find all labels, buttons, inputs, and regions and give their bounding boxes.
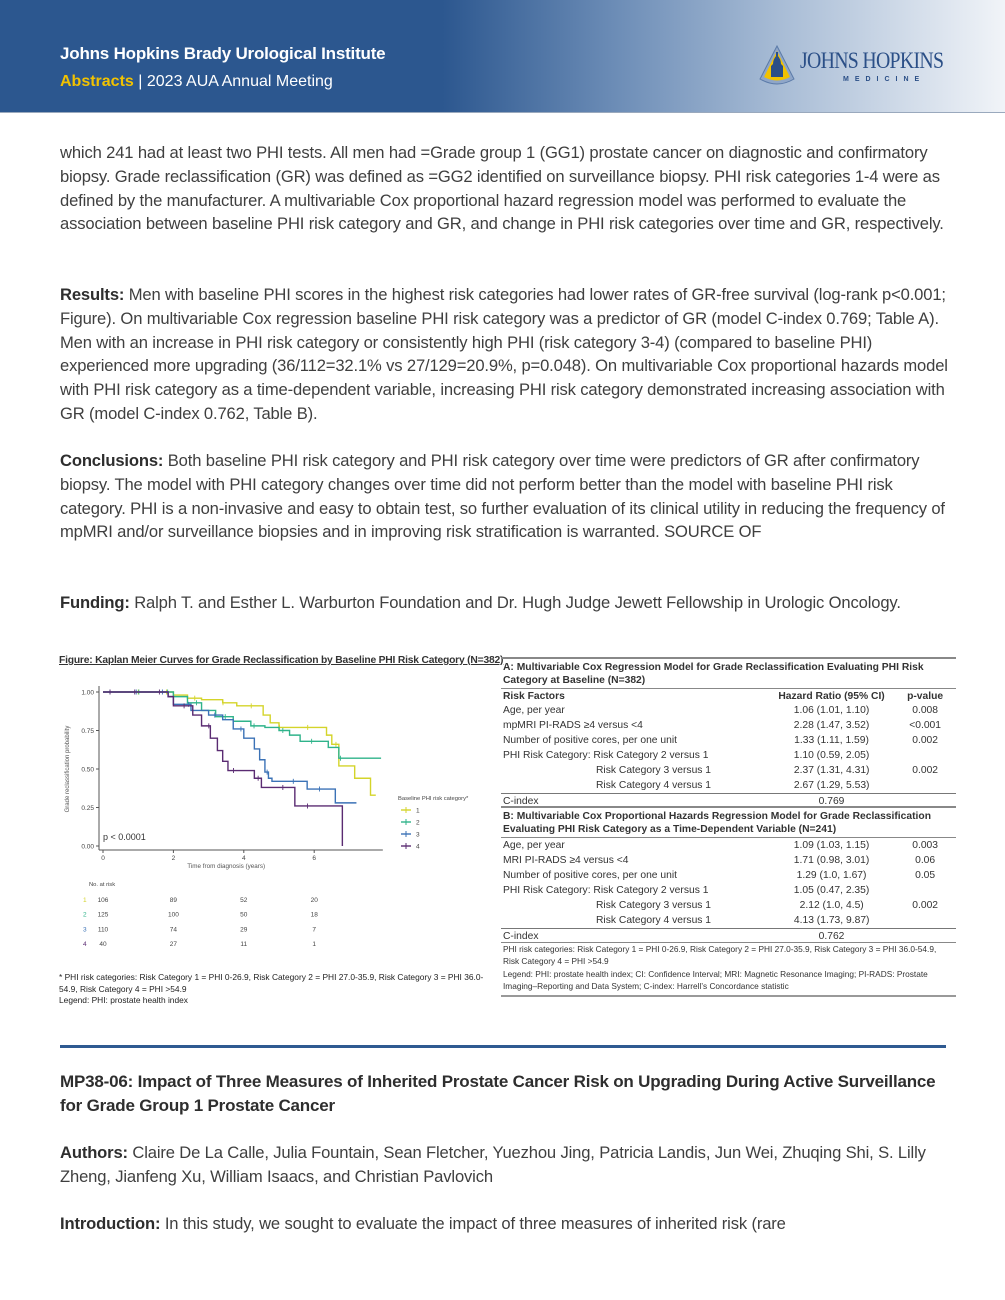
funding-text: Ralph T. and Esther L. Warburton Foundation and Dr. Hugh Judge Jewett Fellowship in Urologic Oncology. (129, 593, 901, 612)
risk-table-cell: 52 (240, 897, 248, 904)
risk-table-group: 3 (83, 926, 87, 934)
methods-paragraph: which 241 had at least two PHI tests. All men had =Grade group 1 (GG1) prostate cancer on diagnostic and confirmatory biopsy. Grade reclassification (GR) was defined as =GG2 identified on surveillance biopsy. PHI risk categories 1-4 were as defined by the manufacturer. A multivariable Cox proportional hazard regression model was performed to evaluate the association between baseline PHI risk category and GR, and change in PHI risk categories over time and GR, respectively. (60, 143, 944, 234)
y-tick-label: 1.00 (81, 689, 94, 697)
risk-factor-cell: Risk Category 4 versus 1 (596, 780, 712, 791)
authors-label: Authors: (60, 1143, 128, 1162)
p-value-annotation: p < 0.0001 (103, 832, 146, 842)
figure-title: Figure: Kaplan Meier Curves for Grade Reclassification by Baseline PHI Risk Category (N=382) (59, 655, 504, 666)
risk-table-cell: 74 (169, 926, 178, 934)
cindex-value: 0.769 (818, 796, 845, 807)
risk-factor-cell: Risk Category 3 versus 1 (596, 765, 712, 776)
cindex-value: 0.762 (818, 931, 845, 942)
x-tick-label: 6 (312, 855, 317, 862)
table-b-cindex-row (501, 928, 956, 943)
table-row (501, 853, 956, 868)
km-curve-series-2 (103, 692, 381, 758)
legend-label-4: 4 (416, 843, 420, 851)
x-axis-label: Time from diagnosis (years) (187, 863, 266, 870)
risk-table-cell: 7 (312, 926, 317, 934)
table-a-body (501, 703, 956, 793)
abstracts-label: Abstracts (60, 73, 134, 90)
cindex-label: C-index (503, 931, 539, 942)
funding-label: Funding: (60, 593, 130, 612)
separator: | (138, 73, 143, 90)
risk-factor-cell: Risk Category 3 versus 1 (596, 900, 712, 911)
hazard-ratio-cell: 1.05 (0.47, 2.35) (793, 885, 870, 896)
col-risk-factors: Risk Factors (503, 691, 565, 702)
table-a-cindex-row (501, 793, 956, 808)
risk-table-cell: 106 (97, 897, 109, 904)
p-value-cell: 0.002 (912, 900, 939, 911)
y-tick-label: 0.25 (81, 805, 94, 812)
results-text: Men with baseline PHI scores in the highest risk categories had lower rates of GR-free survival (log-rank p<0.001; Figure). On multivariable Cox regression baseline PHI risk category was a predictor of GR (model C-index 0.769; Table A). Men with an increase in PHI risk category or consistently high PHI (risk category 3-4) (compared to baseline PHI) experienced more upgrading (36/112=32.1% vs 27/129=20.9%, p=0.048). On multivariable Cox proportional hazards model with PHI risk category as a time-dependent variable, increasing PHI risk category demonstrated increasing association with GR (model C-index 0.762, Table B). (60, 285, 948, 423)
risk-table-cell: 40 (99, 941, 107, 949)
risk-factor-cell: Number of positive cores, per one unit (503, 735, 677, 746)
risk-table-cell: 125 (97, 911, 109, 919)
table-a-title: A: Multivariable Cox Regression Model for Grade Reclassification Evaluating PHI Risk Category at Baseline (N=382) (501, 657, 956, 688)
risk-table-cell: 20 (310, 897, 318, 904)
y-axis-label: Grade reclassification probability (65, 725, 71, 813)
table-row (501, 838, 956, 853)
conclusions-paragraph (60, 449, 950, 544)
cindex-label: C-index (503, 796, 539, 807)
table-row (501, 718, 956, 733)
y-tick-label: 0.75 (81, 728, 94, 735)
table-row (501, 883, 956, 898)
km-curve-series-3 (103, 692, 356, 803)
hazard-ratio-cell: 1.10 (0.59, 2.05) (793, 750, 870, 761)
logo-subtitle: MEDICINE (843, 76, 926, 83)
authors-paragraph (60, 1141, 950, 1189)
risk-table-cell: 29 (240, 926, 248, 934)
hazard-ratio-cell: 1.33 (1.11, 1.59) (794, 735, 869, 746)
x-tick-label: 4 (241, 855, 246, 862)
risk-factor-cell: PHI Risk Category: Risk Category 2 versus 1 (503, 750, 709, 761)
risk-table-cell: 1 (312, 941, 317, 949)
results-label: Results: (60, 285, 125, 304)
risk-table-cell: 27 (169, 941, 178, 949)
conclusions-label: Conclusions: (60, 451, 164, 470)
hazard-ratio-cell: 1.71 (0.98, 3.01) (793, 855, 870, 866)
risk-factor-cell: Number of positive cores, per one unit (503, 870, 677, 881)
km-chart (59, 675, 499, 970)
header-banner (0, 0, 1005, 113)
legend-label-3: 3 (416, 831, 420, 839)
logo-wordmark: JOHNS HOPKINS (800, 48, 944, 73)
x-tick-label: 0 (101, 855, 105, 862)
table-note-categories: PHI risk categories: Risk Category 1 = PHI 0-26.9, Risk Category 2 = PHI 27.0-35.9, Risk Category 3 = PHI 36.0-54.9, Risk Category 4 = PHI >54.9 (503, 944, 937, 966)
hazard-ratio-cell: 4.13 (1.73, 9.87) (793, 915, 870, 926)
figure-footnote (59, 972, 499, 1007)
risk-table-cell: 50 (240, 911, 248, 919)
table-note-legend: Legend: PHI: prostate health index; CI: Confidence Interval; MRI: Magnetic Resonance Imaging; PI-RADS: Prostate Imaging–Reporting and Data System; C-index: Harrell’s Concordance statistic (501, 968, 956, 997)
risk-table-cell: 89 (169, 897, 178, 904)
conclusions-text: Both baseline PHI risk category and PHI risk category over time were predictors of GR after confirmatory biopsy. The model with PHI category changes over time did not perform better than the model with baseline PHI risk category. PHI is a non-invasive and easy to obtain test, so further evaluation of its clinical utility in reducing the frequency of mpMRI and/or surveillance biopsies and in improving risk stratification is warranted. SOURCE OF (60, 451, 945, 542)
hazard-ratio-cell: 1.09 (1.03, 1.15) (793, 840, 870, 851)
table-row (501, 778, 956, 793)
introduction-label: Introduction: (60, 1214, 161, 1233)
risk-factor-cell: PHI Risk Category: Risk Category 2 versus 1 (503, 885, 709, 896)
table-row (501, 898, 956, 913)
col-hazard-ratio: Hazard Ratio (95% CI) (778, 691, 885, 702)
hazard-ratio-cell: 2.12 (1.0, 4.5) (799, 900, 864, 911)
table-row (501, 868, 956, 883)
dome-shield-icon (758, 45, 796, 87)
table-row (501, 748, 956, 763)
y-tick-label: 0.00 (81, 843, 94, 851)
results-paragraph (60, 283, 950, 426)
col-p-value: p-value (907, 691, 944, 702)
p-value-cell: 0.05 (915, 870, 936, 881)
table-row (501, 703, 956, 718)
risk-factor-cell: mpMRI PI-RADS ≥4 versus <4 (503, 720, 643, 731)
p-value-cell: 0.008 (912, 705, 939, 716)
y-tick-label: 0.50 (81, 766, 94, 774)
km-curve-series-1 (103, 692, 376, 795)
km-figure (59, 655, 504, 1010)
p-value-cell: <0.001 (909, 720, 942, 731)
risk-table-cell: 110 (97, 926, 109, 934)
table-row (501, 763, 956, 778)
footnote-categories: * PHI risk categories: Risk Category 1 = PHI 0-26.9, Risk Category 2 = PHI 27.0-35.9, Risk Category 3 = PHI 36.0-54.9, Risk Category 4 = PHI >54.9 (59, 972, 484, 994)
legend-label-1: 1 (416, 807, 420, 815)
risk-table-group: 2 (83, 911, 87, 919)
p-value-cell (896, 883, 954, 898)
risk-table-group: 1 (83, 897, 87, 904)
p-value-cell (896, 778, 954, 793)
table-row (501, 913, 956, 928)
p-value-cell (896, 913, 954, 928)
risk-table-group: 4 (83, 941, 87, 949)
risk-factor-cell: Age, per year (503, 840, 565, 851)
legend-title: Baseline PHI risk category* (398, 796, 469, 802)
risk-table-cell: 18 (310, 911, 318, 919)
risk-table-title: No. at risk (89, 882, 116, 888)
institute-name: Johns Hopkins Brady Urological Institute (60, 44, 386, 63)
risk-table-cell: 100 (167, 911, 179, 919)
p-value-cell: 0.003 (912, 840, 939, 851)
introduction-text: In this study, we sought to evaluate the impact of three measures of inherited risk (rare (160, 1214, 786, 1233)
legend-label-2: 2 (416, 819, 420, 827)
p-value-cell (896, 748, 954, 763)
table-b-title: B: Multivariable Cox Proportional Hazards Regression Model for Grade Reclassification Evaluating PHI Risk Category as a Time-Dependent Variable (N=241) (503, 811, 931, 835)
p-value-cell: 0.002 (912, 765, 939, 776)
meeting-subtitle (60, 73, 333, 91)
authors-text: Claire De La Calle, Julia Fountain, Sean Fletcher, Yuezhou Jing, Patricia Landis, Jun Wei, Zhuqing Shi, S. Lilly Zheng, Jianfeng Xu, William Isaacs, and Christian Pavlovich (60, 1143, 926, 1186)
x-tick-label: 2 (171, 855, 176, 862)
risk-factor-cell: Risk Category 4 versus 1 (596, 915, 712, 926)
risk-table-cell: 11 (240, 941, 248, 949)
table-b-body (501, 837, 956, 928)
table-row (501, 733, 956, 748)
table-a-column-headers (501, 688, 956, 703)
footnote-legend: Legend: PHI: prostate health index (59, 995, 188, 1005)
johns-hopkins-logo (758, 45, 953, 90)
funding-paragraph (60, 591, 950, 615)
hazard-ratio-cell: 2.37 (1.31, 4.31) (793, 765, 870, 776)
p-value-cell: 0.06 (915, 855, 936, 866)
next-abstract-title: MP38-06: Impact of Three Measures of Inherited Prostate Cancer Risk on Upgrading During Active Surveillance for Grade Group 1 Prostate Cancer (60, 1072, 936, 1115)
hazard-ratio-cell: 2.67 (1.29, 5.53) (793, 780, 870, 791)
hazard-ratio-cell: 2.28 (1.47, 3.52) (793, 720, 870, 731)
risk-factor-cell: MRI PI-RADS ≥4 versus <4 (503, 855, 629, 866)
risk-factor-cell: Age, per year (503, 705, 565, 716)
hazard-ratio-cell: 1.29 (1.0, 1.67) (796, 870, 867, 881)
hazard-ratio-cell: 1.06 (1.01, 1.10) (793, 705, 870, 716)
regression-tables (501, 657, 956, 997)
introduction-paragraph (60, 1212, 950, 1236)
p-value-cell: 0.002 (912, 735, 939, 746)
section-divider (60, 1045, 946, 1048)
meeting-name: 2023 AUA Annual Meeting (146, 73, 333, 90)
